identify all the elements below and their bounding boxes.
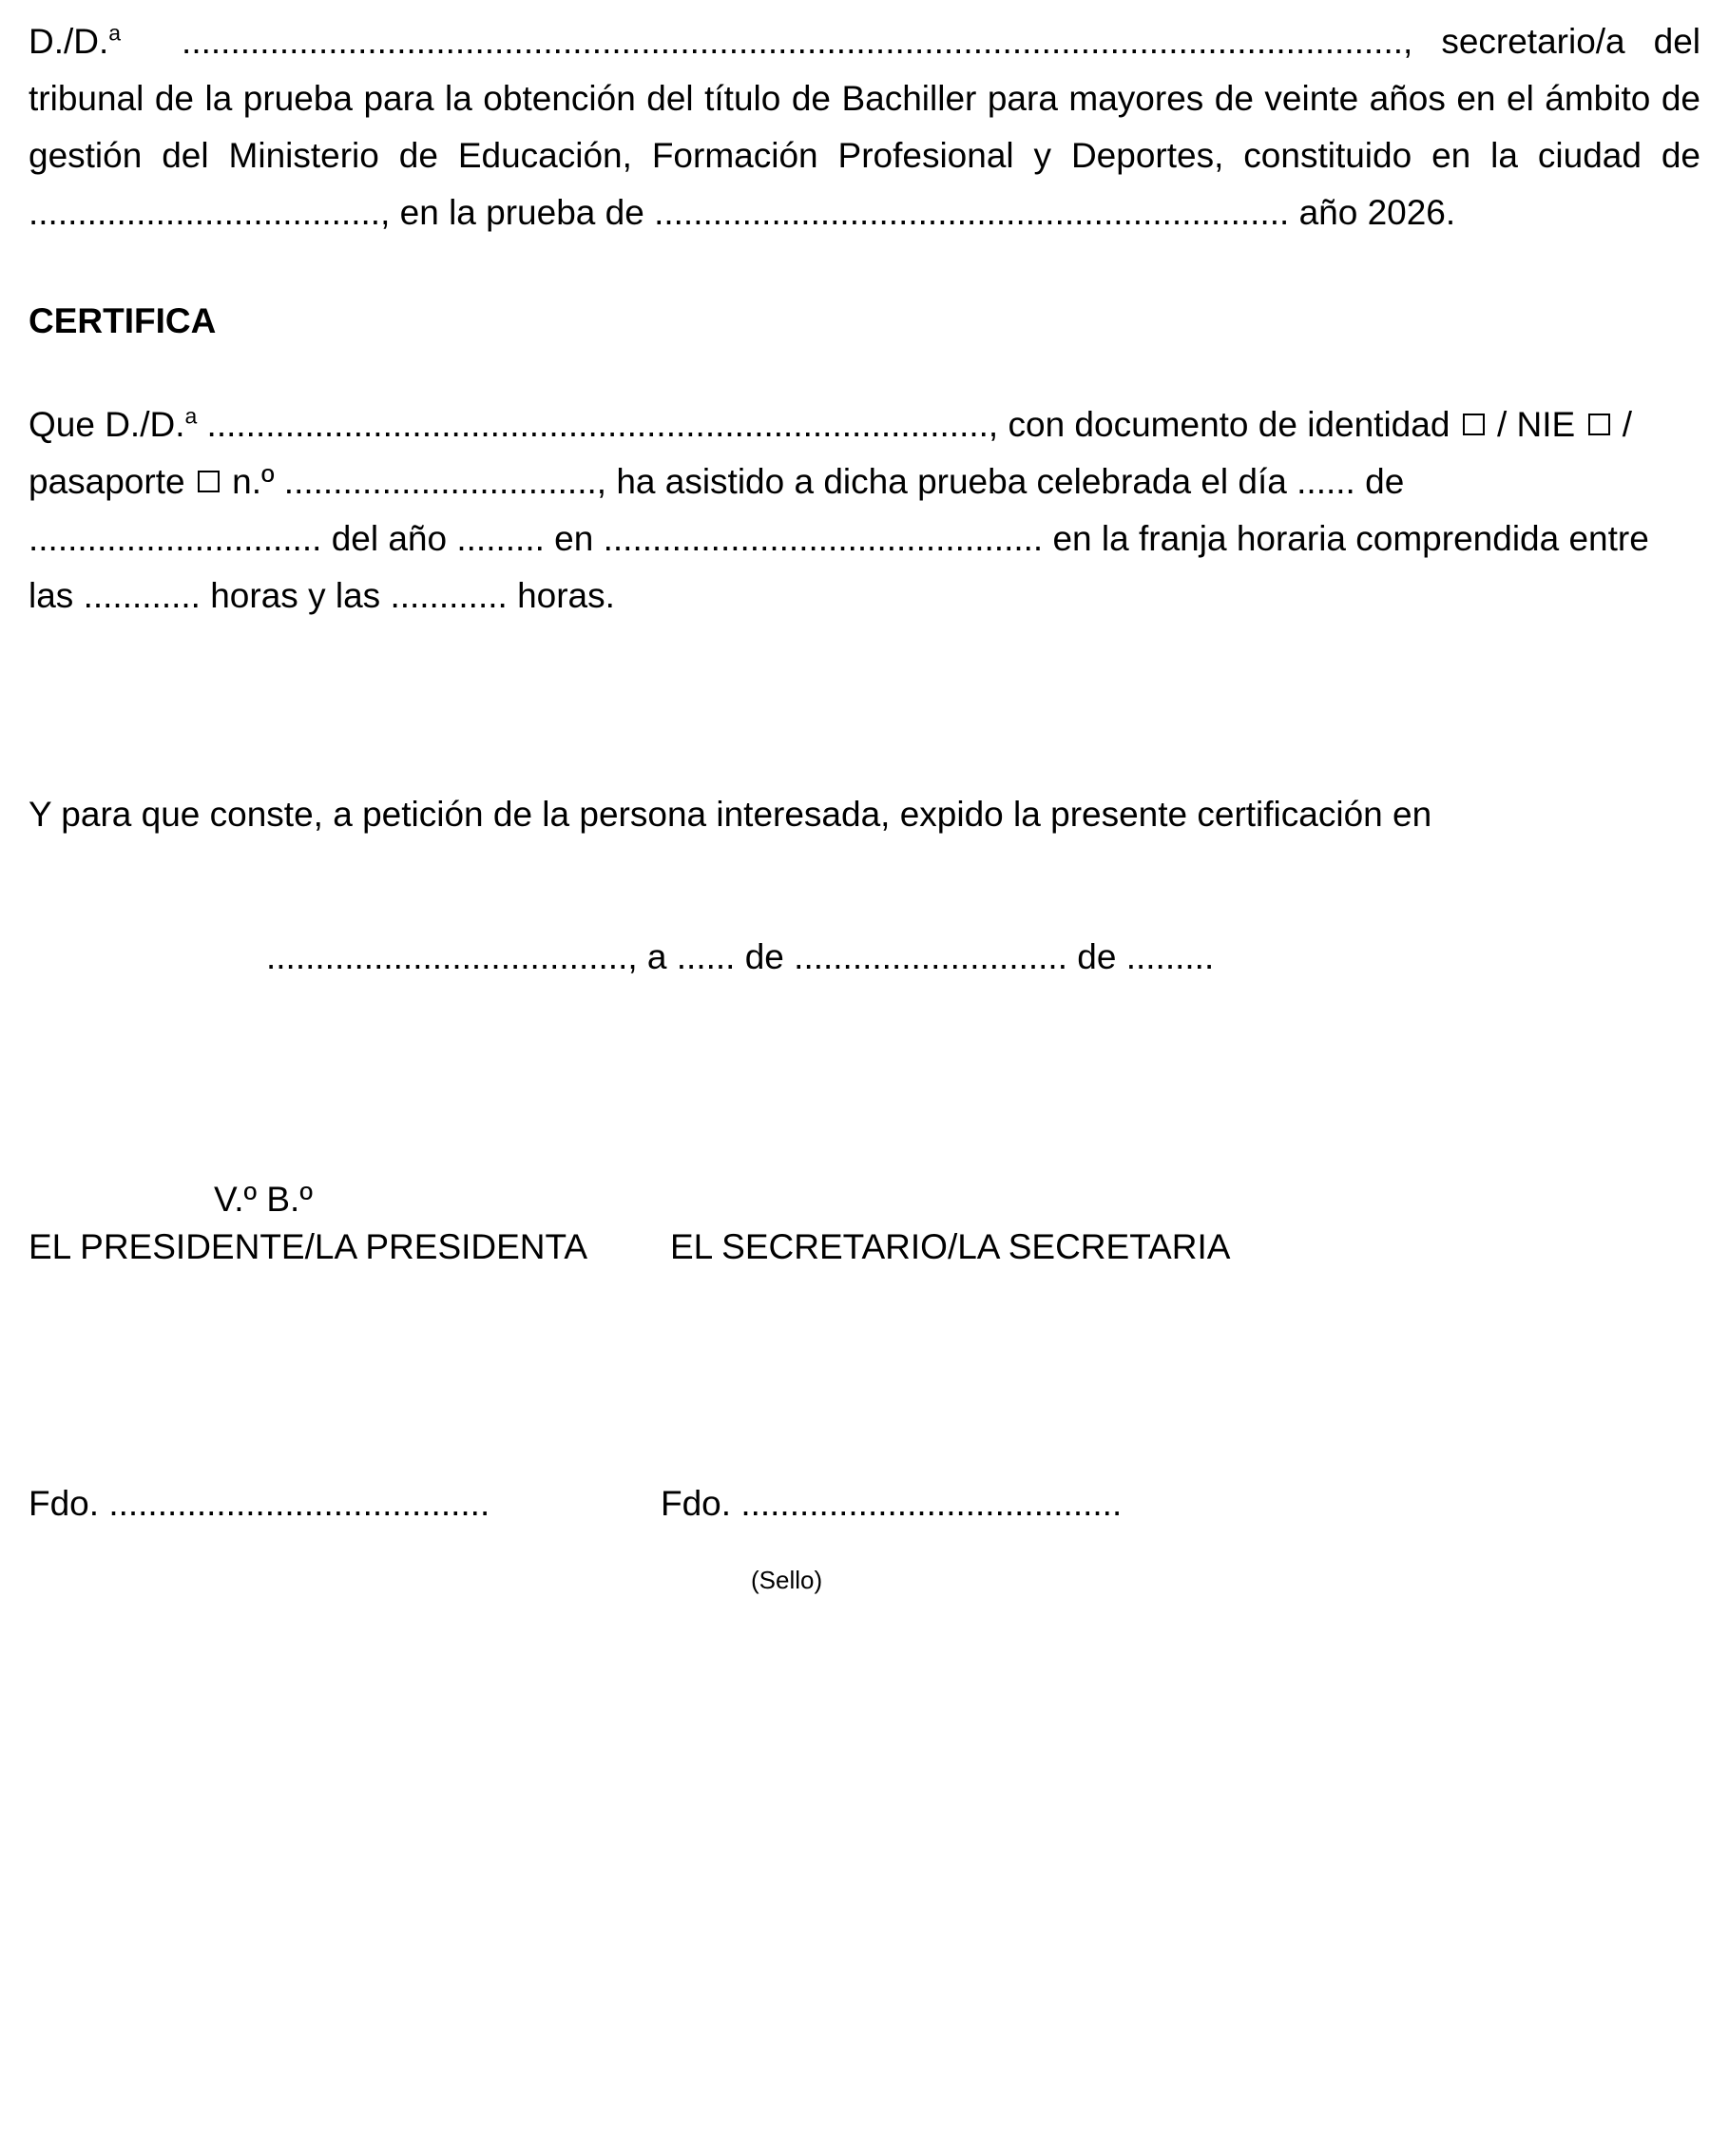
checkbox-dni[interactable]	[1463, 414, 1485, 435]
certifica-heading: CERTIFICA	[29, 300, 217, 340]
fdo-president: Fdo. .......................................	[29, 1484, 490, 1524]
signed-by-row	[29, 1484, 1700, 1524]
certifica-name-blank: ................................................................................,	[206, 404, 999, 444]
certifica-lugar-blank: .............................................	[603, 518, 1044, 558]
vb-label: V.º B.º	[214, 1179, 313, 1219]
certifica-dia-blank: ......	[1297, 461, 1355, 501]
sello-label: (Sello)	[751, 1566, 823, 1595]
president-signature-block	[29, 1176, 637, 1271]
certifica-ano-blank: .........	[456, 518, 545, 558]
certifica-horas-label-2: horas.	[517, 575, 615, 615]
certifica-mes-blank: ..............................	[29, 518, 322, 558]
intro-name-blank: .............................................................................................................................,	[182, 22, 1413, 61]
certifica-name-superscript: a	[184, 403, 198, 429]
intro-body-first: secretario/a del tribunal de la prueba para la obtención del título de Bachiller para mayores de veinte años en el ámbito de gestión del Ministerio de Educación, Formación Profesional y Deportes, constituido en la ciudad de	[29, 22, 1700, 175]
intro-city-blank: ....................................,	[29, 192, 391, 232]
secretary-title: EL SECRETARIO/LA SECRETARIA	[670, 1226, 1231, 1266]
certifica-de-label: de	[1365, 461, 1405, 501]
intro-body-second: en la prueba de	[399, 192, 644, 232]
certifica-delano-label: del año	[331, 518, 448, 558]
checkbox-nie[interactable]	[1588, 414, 1610, 435]
closing-paragraph: Y para que conste, a petición de la persona interesada, expido la presente certificación en	[29, 794, 1432, 834]
certifica-hora-fin-blank: ............	[390, 575, 508, 615]
certifica-paragraph	[29, 396, 1700, 625]
certifica-name-prefix: Que D./D.	[29, 404, 185, 444]
place-date-line: ....................................., a ...... de ............................ de .........	[266, 936, 1215, 976]
spacer-after-certifica	[29, 625, 1700, 786]
spacer-before-place	[29, 843, 1700, 929]
certifica-nie-label: / NIE	[1496, 404, 1576, 444]
president-title: EL PRESIDENTE/LA PRESIDENTA	[29, 1226, 588, 1266]
intro-test-blank: .................................................................	[654, 192, 1290, 232]
certifica-asistido-text: ha asistido a dicha prueba celebrada el día	[616, 461, 1287, 501]
signature-titles-row	[29, 1176, 1700, 1271]
certifica-franja-prefix: en la franja horaria comprendida entre las	[29, 518, 1649, 615]
certifica-hora-inicio-blank: ............	[83, 575, 201, 615]
intro-prefix: D./D.	[29, 22, 109, 61]
certifica-document-label: con documento de identidad	[1008, 404, 1450, 444]
intro-year: año 2026.	[1298, 192, 1456, 232]
checkbox-pasaporte[interactable]	[198, 471, 220, 492]
certifica-numero-blank: ................................,	[283, 461, 607, 501]
intro-prefix-superscript: a	[108, 20, 122, 46]
certifica-horas-label-1: horas y las	[210, 575, 381, 615]
fdo-secretary: Fdo. .......................................	[661, 1484, 1123, 1524]
certifica-en-label: en	[554, 518, 594, 558]
intro-paragraph	[29, 13, 1700, 241]
certifica-numero-label: n.º	[232, 461, 275, 501]
certifica-pasaporte-label: / pasaporte	[29, 404, 1633, 501]
secretary-signature-block	[637, 1223, 1230, 1271]
